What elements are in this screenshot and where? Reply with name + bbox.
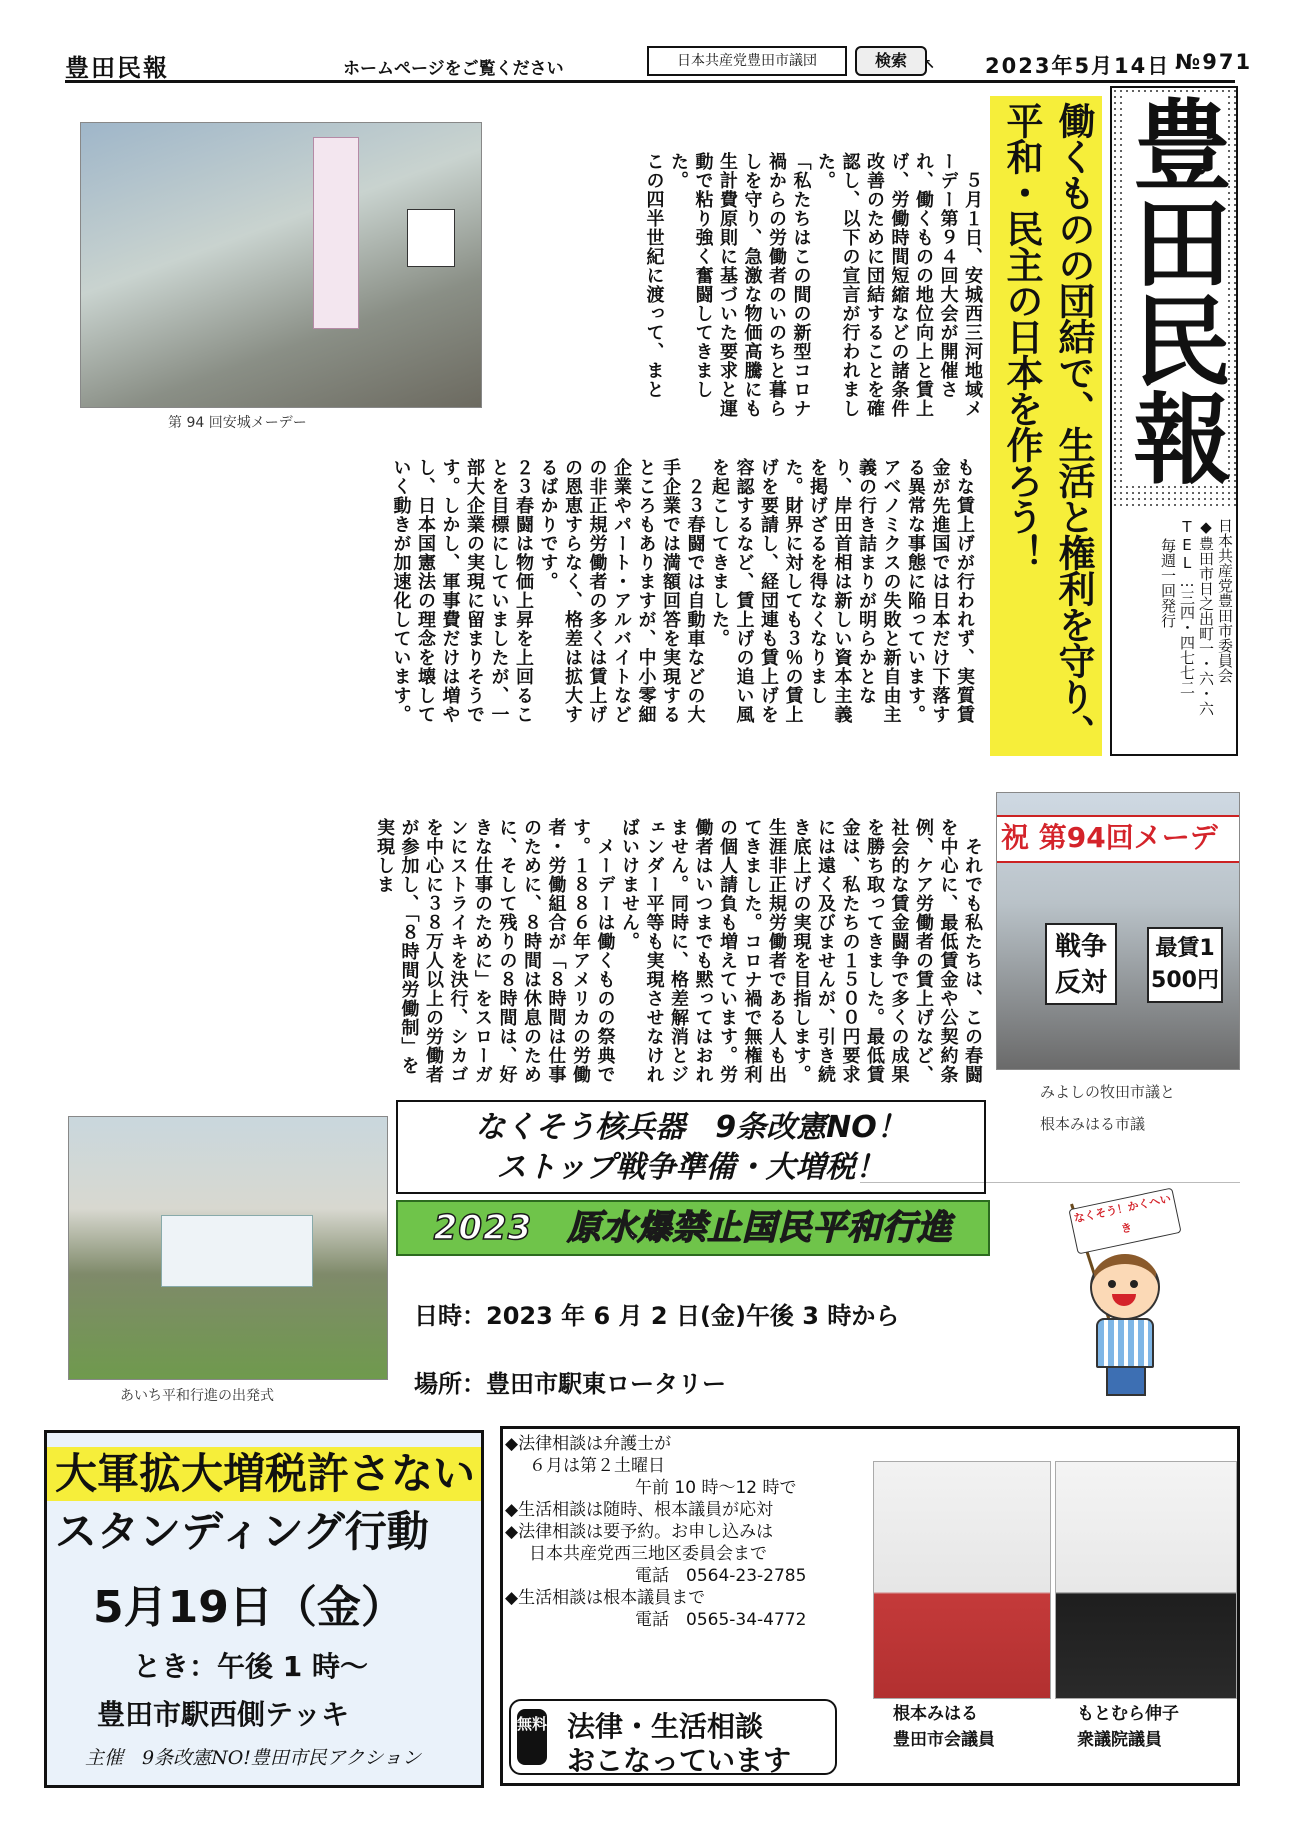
standing-action-date: 5月19日（金）	[93, 1582, 405, 1633]
councilor-2-role: 衆議院議員	[1077, 1730, 1162, 1750]
free-badge: 無料	[517, 1709, 547, 1765]
article-col1-p3: この四半世紀に渡って、まと	[643, 152, 665, 399]
photo2-caption	[1040, 1076, 1175, 1140]
kid-face-icon	[1090, 1254, 1160, 1320]
photo-anjo-mayday	[80, 122, 482, 408]
photo2-sign-antiwar: 戦争反対	[1045, 923, 1117, 1005]
photo2-caption-line1: みよしの牧田市議と	[1040, 1083, 1176, 1101]
header-paper-name: 豊田民報	[65, 54, 169, 82]
photo-councilors-mayday	[996, 792, 1240, 1070]
masthead-address: ◆豊田市日之出町一・六・六	[1197, 518, 1215, 716]
photo1-banner	[313, 137, 359, 329]
article-col2	[96, 458, 976, 740]
councilor-1	[893, 1701, 995, 1753]
consult-line3: 午前 10 時～12 時で	[635, 1478, 797, 1498]
slogan-line1: なくそう核兵器 9条改憲NO！	[475, 1110, 907, 1145]
headline-box	[990, 96, 1102, 756]
councilor-1-name: 根本みはる	[893, 1704, 978, 1724]
portrait-nemoto	[873, 1461, 1051, 1699]
photo1-caption: 第 94 回安城メーデー	[168, 415, 307, 431]
kid-legs	[1106, 1366, 1146, 1396]
masthead	[1110, 86, 1238, 756]
search-box[interactable]	[647, 46, 847, 76]
photo2-sign-minwage: 最賃1500円	[1147, 927, 1223, 1003]
consultation-title1: 法律・生活相談	[567, 1710, 764, 1743]
photo3-caption: あいち平和行進の出発式	[120, 1388, 274, 1404]
standing-action-organizer: 主催 9条改憲NO!豊田市民アクション	[85, 1747, 421, 1769]
consultation-box	[500, 1426, 1240, 1786]
headline-line1: 働くものの団結で、生活と権利を守り、	[1052, 102, 1095, 750]
councilor-2-name: もとむら伸子	[1077, 1704, 1179, 1724]
headline-line2: 平和・民主の日本を作ろう！	[1000, 102, 1043, 570]
consult-line6: 日本共産党西三地区委員会まで	[529, 1544, 767, 1564]
masthead-frequency: 毎週一回発行	[1159, 538, 1177, 628]
search-button[interactable]	[855, 46, 935, 76]
standing-action-time: とき：午後 1 時～	[133, 1650, 368, 1683]
consult-line9: 電話 0565-34-4772	[635, 1610, 807, 1630]
article-col2-p1: もな賃上げが行われず、実質賃金が先進国では日本だけ下落する異常な事態に陥っています。アベノミクスの失敗と新自由主義の行き詰まりが明らかとなり、岸田首相は新しい資本主義を掲げざるを得なくなりました。財界に対しても３％の賃上げを要請し、経団連も賃上げを容認するなど、賃上げの追い風を起こしてきました。	[709, 458, 975, 724]
slogan-line2: ストップ戦争準備・大増税！	[496, 1150, 886, 1185]
councilor-2	[1077, 1701, 1179, 1753]
masthead-tel: TEL…三四・四七七二	[1178, 518, 1196, 695]
article-col3-p1: それでも私たちは、この春闘を中心に、最低賃金や公契約条例、ケア労働者の賃上げなど、社会的な賃金闘争で多くの成果を勝ち取ってきました。最低賃金は、私たちの１５００円要求には遠く及びませんが、引き続き底上げの実現を目指します。生涯非正規労働者である人も出てきました。コロナ禍で無権利の個人請負も増えています。労働者はいつまでも黙ってはおれません。同時に、格差解消とジェンダー平等も実現させなければいけません。	[619, 818, 983, 1084]
article-col3	[316, 818, 984, 1088]
standing-action-place: 豊田市駅西側テッキ	[97, 1698, 350, 1731]
article-col2-p2: ２３春闘では自動車などの大手企業では満額回答を実現するところもありますが、中小零細企業やパート・アルバイトなどの非正規労働者の多くは賃上げの恩恵すらなく、格差は拡大するばかりです。	[537, 458, 706, 724]
photo3-banner	[161, 1215, 313, 1287]
consultation-text	[505, 1433, 865, 1631]
consult-line4: ◆生活相談は随時、根本議員が応対	[505, 1500, 774, 1520]
article-col3-p2: メーデーは働くものの祭典です。１８８６年アメリカの労働者・労働組合が「８時間は仕事のために、８時間は休息のために、そして残りの８時間は、好きな仕事のために」をスローガンにストライキを決行、シカゴを中心に３８万人以上の労働者が参加し、「８時間労働制」を実現しま	[374, 818, 616, 1084]
photo2-banner-text: 祝 第94回メーデ	[1001, 821, 1218, 854]
masthead-info	[1116, 518, 1234, 748]
masthead-title-panel	[1112, 88, 1236, 508]
consult-line2: ６月は第２土曜日	[529, 1456, 665, 1476]
standing-action-title1: 大軍拡大増税許さない	[55, 1449, 476, 1498]
masthead-publisher: 日本共産党豊田市委員会	[1216, 518, 1234, 683]
issue-number: №971	[1175, 50, 1253, 74]
consult-line7: 電話 0564-23-2785	[635, 1566, 807, 1586]
header-bar	[65, 46, 1253, 83]
standing-action-box	[44, 1430, 484, 1788]
article-col1-p2: 「私たちはこの間の新型コロナ禍からの労働者のいのちと暮らしを守り、急激な物価高騰にも生計費原則に基づいた要求と運動で粘り強く奮闘してきました。	[668, 152, 812, 418]
consult-line5: ◆法律相談は要予約。お申し込みは	[505, 1522, 774, 1542]
photo2-banner	[997, 815, 1239, 863]
slogan-box	[396, 1100, 986, 1194]
flag	[1068, 1187, 1181, 1254]
search-button-label: 検索	[874, 51, 907, 70]
article-col1	[496, 152, 984, 434]
photo1-sign	[407, 209, 455, 267]
peace-march-place: 場所：豊田市駅東ロータリー	[414, 1370, 726, 1398]
issue-date: 2023年5月14日	[985, 54, 1171, 78]
masthead-title: 豊田民報	[1117, 94, 1231, 486]
article-col2-p3: ２３春闘は物価上昇を上回ることを目標にしていましたが、一部大企業の実現に留まりそうです。しかし、軍事費だけは増やし、日本国憲法の理念を壊していく動きが加速化しています。	[390, 458, 534, 724]
peace-march-banner	[396, 1200, 990, 1256]
search-box-text: 日本共産党豊田市議団	[677, 53, 817, 69]
header-homepage-note: ホームページをご覧ください	[343, 59, 564, 79]
portrait-motomura	[1055, 1461, 1237, 1699]
peace-march-banner-text: 2023 原水爆禁止国民平和行進	[433, 1208, 953, 1248]
photo2-caption-line2: 根本みはる市議	[1040, 1115, 1146, 1133]
photo-peace-march-start	[68, 1116, 388, 1380]
consult-line1: ◆法律相談は弁護士が	[505, 1434, 672, 1454]
kid-body	[1096, 1318, 1154, 1368]
kid-illustration	[1050, 1194, 1190, 1404]
standing-action-title2: スタンディング行動	[55, 1507, 429, 1556]
article-col1-p1: ５月１日、安城西三河地域メーデー第９４回大会が開催され、働くものの地位向上と賃上げ、労働時間短縮などの諸条件改善のために団結することを確認し、以下の宣言が行われました。	[815, 152, 983, 418]
consultation-title-box	[509, 1699, 837, 1775]
peace-march-datetime: 日時：2023 年 6 月 2 日(金)午後 3 時から	[414, 1302, 900, 1330]
consultation-title2: おこなっています	[567, 1744, 792, 1777]
councilor-1-role: 豊田市会議員	[893, 1730, 995, 1750]
flag-text: なくそう！かくへいき	[1072, 1192, 1173, 1236]
consult-line8: ◆生活相談は根本議員まで	[505, 1588, 706, 1608]
cursor-icon: ↖	[923, 57, 935, 73]
